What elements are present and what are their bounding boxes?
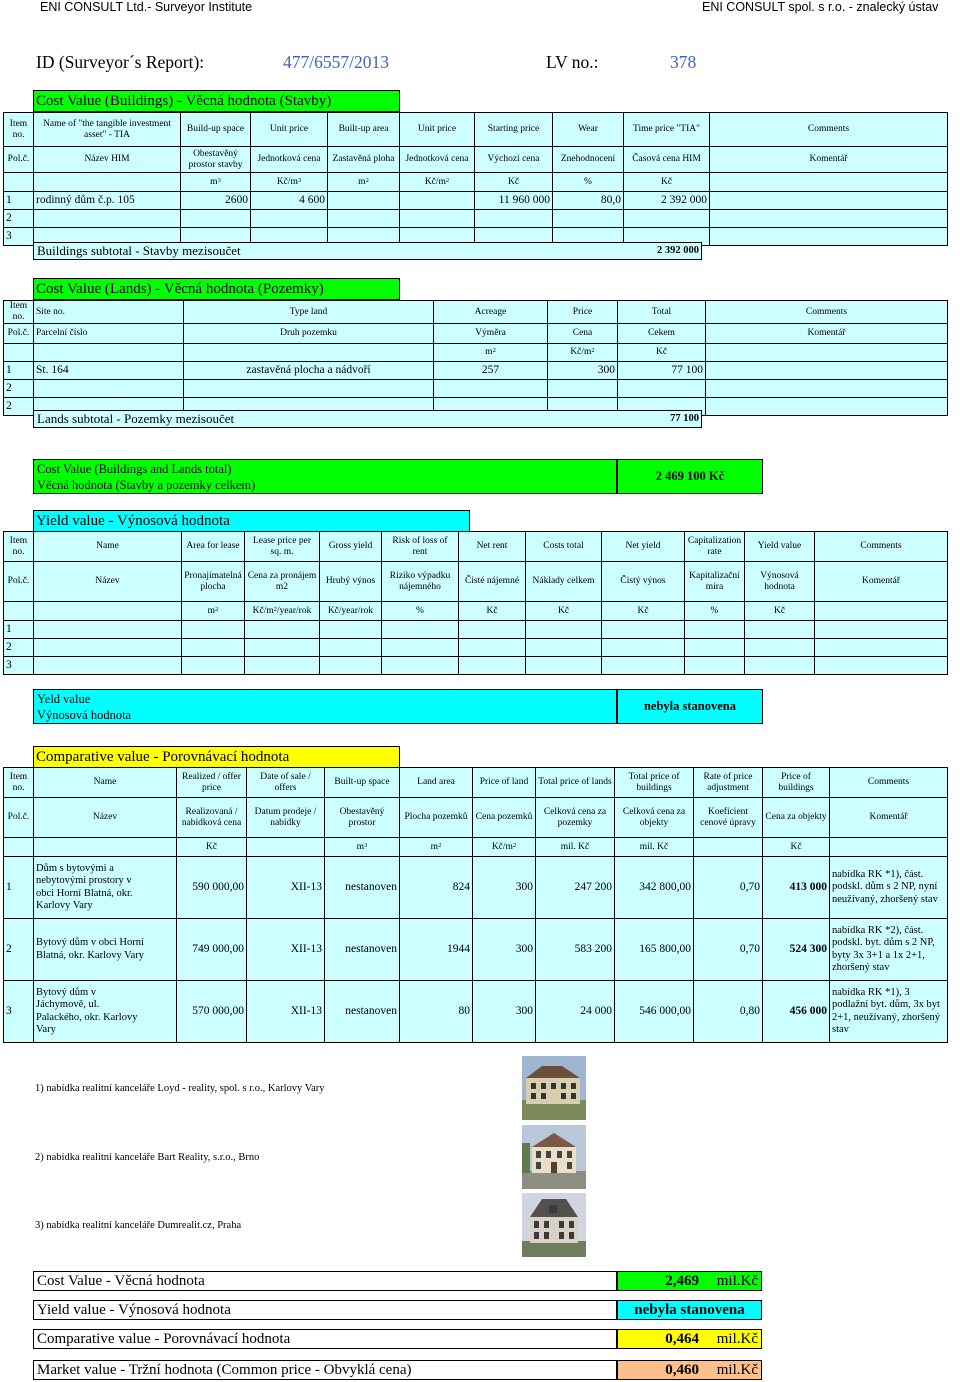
yield-title: Yield value - Výnosová hodnota xyxy=(33,510,470,532)
comparative-units-row: Kč $m^3$ $m^2$ $Kč/m^2$ mil. Kč mil. Kč Kč xyxy=(4,838,948,857)
summary-comparative-label: Comparative value - Porovnávací hodnota xyxy=(33,1329,617,1349)
table-row: 1 Dům s bytovými a nebytovými prostory v obci Horní Blatná, okr. Karlovy Vary 590 000,00 XII-13 nestanoven 824 300 247 200 342 800,00 0,70 413 000 nabídka RK *1), část. podskl. dům s 2 NP, nyní neužívaný, zhoršený stav xyxy=(4,857,948,919)
summary-cost xyxy=(33,1271,762,1291)
summary-market-label: Market value - Tržní hodnota (Common price - Obvyklá cena) xyxy=(33,1360,617,1380)
summary-comparative xyxy=(33,1329,762,1349)
summary-yield-label: Yield value - Výnosová hodnota xyxy=(33,1300,617,1320)
table-row: 3 xyxy=(4,228,948,246)
total-label-box xyxy=(33,459,617,494)
buildings-subtotal-value: 2 392 000 xyxy=(657,245,699,256)
buildings-header-cz: Pol.č. Název HIM Obestavěný prostor stavby Jednotková cena Zastavěná ploha Jednotková cena Výchozí cena Znehodnocení Časová cena HIM Komentář xyxy=(4,147,948,173)
table-row: 1 rodinný dům č.p. 105 2600 4 600 11 960 000 80,0 2 392 000 xyxy=(4,192,948,210)
lands-header-en: Item no. Site no. Type land Acreage Price Total Comments xyxy=(4,301,948,324)
total-label-line2: Věcná hodnota (Stavby a pozemky celkem) xyxy=(37,478,256,492)
lands-header-cz: Pol.č. Parcelní číslo Druh pozemku Výměra Cena Cekem Komentář xyxy=(4,324,948,344)
yield-units-row: $m^2$ $Kč/m^2/year$/rok Kč/year/rok % Kč Kč Kč % Kč xyxy=(4,602,948,621)
note-3: 3) nabídka realitní kanceláře Dumrealit.cz, Praha xyxy=(35,1220,242,1231)
table-row: 2 xyxy=(4,210,948,228)
yield-value: nebyla stanovena xyxy=(617,689,763,724)
photo-offer-3 xyxy=(522,1193,586,1257)
note-2: 2) nabídka realitní kanceláře Bart Reality, s.r.o., Brno xyxy=(35,1152,260,1163)
building-photo-icon xyxy=(522,1056,586,1120)
lv-value: 378 xyxy=(670,52,697,72)
id-value: 477/6557/2013 xyxy=(283,52,389,72)
summary-cost-value: 2,469 mil.Kč xyxy=(617,1271,762,1291)
table-row: 3 Bytový dům v Jáchymově, ul. Palackého, okr. Karlovy Vary 570 000,00 XII-13 nestanoven 80 300 24 000 546 000,00 0,80 456 000 nabídka RK *1), 3 podlažní byt. dům, 3x byt 2+1, neužívaný, zhoršený stav xyxy=(4,981,948,1043)
comparative-table xyxy=(3,767,948,1043)
comparative-title: Comparative value - Porovnávací hodnota xyxy=(33,746,400,768)
lands-subtotal: Lands subtotal - Pozemky mezisoučet 77 100 xyxy=(33,410,702,428)
buildings-title: Cost Value (Buildings) - Věcná hodnota (Stavby) xyxy=(33,90,400,112)
note-1: 1) nabídka realitní kanceláře Loyd - reality, spol. s r.o., Karlovy Vary xyxy=(35,1083,325,1094)
report-id-line xyxy=(36,51,697,73)
buildings-header-en: Item no. Name of "the tangible investment asset" - TIA Build-up space Unit price Built-up area Unit price Starting price Wear Time price "TIA" Comments xyxy=(4,113,948,147)
building-photo-icon xyxy=(522,1125,586,1189)
table-row: 2 xyxy=(4,639,948,657)
summary-market xyxy=(33,1360,762,1380)
header-right: ENI CONSULT spol. s r.o. - znalecký ústav xyxy=(702,0,939,14)
table-row: 2 xyxy=(4,398,948,416)
summary-cost-label: Cost Value - Věcná hodnota xyxy=(33,1271,617,1291)
total-label-line1: Cost Value (Buildings and Lands total) xyxy=(37,462,232,476)
summary-comparative-value: 0,464 mil.Kč xyxy=(617,1329,762,1349)
buildings-subtotal: Buildings subtotal - Stavby mezisoučet 2 392 000 xyxy=(33,242,702,260)
buildings-units-row: $m^3$ $Kč/m^3$ $m^2$ $Kč/m^2$ Kč % Kč xyxy=(4,173,948,192)
lands-units-row: $m^2$ $Kč/m^2$ Kč xyxy=(4,344,948,362)
yield-label-box: Yeld value Výnosová hodnota xyxy=(33,689,617,724)
comparative-header-en: Item no. Name Realized / offer price Date of sale / offers Built-up space Land area Price of land Total price of lands Total price of buildings Rate of price adjustment Price of buildings Comments xyxy=(4,768,948,798)
table-row: 2 xyxy=(4,380,948,398)
yield-header-en: Item no. Name Area for lease Lease price per sq. m. Gross yield Risk of loss of rent Net rent Costs total Net yield Capitalization rate Yield value Comments xyxy=(4,532,948,562)
table-row: 3 xyxy=(4,657,948,675)
table-row: 1 St. 164 zastavěná plocha a nádvoří 257 300 77 100 xyxy=(4,362,948,380)
summary-yield xyxy=(33,1300,762,1320)
building-photo-icon xyxy=(522,1193,586,1257)
summary-yield-value: nebyla stanovena xyxy=(617,1300,762,1320)
total-value: 2 469 100 Kč xyxy=(617,459,763,494)
buildings-table xyxy=(3,112,948,246)
id-label: ID (Surveyor´s Report): xyxy=(36,52,205,72)
photo-offer-1 xyxy=(522,1056,586,1120)
lands-title: Cost Value (Lands) - Věcná hodnota (Pozemky) xyxy=(33,278,400,300)
yield-header-cz: Pol.č. Název Pronajímatelná plocha Cena za pronájem m2 Hrubý výnos Riziko výpadku nájemného Čisté nájemné Náklady celkem Čistý výnos Kapitalizační míra Výnosová hodnota Komentář xyxy=(4,562,948,602)
lands-table xyxy=(3,300,948,416)
table-row: 2 Bytový dům v obci Horní Blatná, okr. Karlovy Vary 749 000,00 XII-13 nestanoven 1944 300 583 200 165 800,00 0,70 524 300 nabídka RK *2), část. podskl. byt. dům s 2 NP, byty 3x 3+1 a 1x 2+1, zhoršený stav xyxy=(4,919,948,981)
table-row: 1 xyxy=(4,621,948,639)
photo-offer-2 xyxy=(522,1125,586,1189)
summary-market-value: 0,460 mil.Kč xyxy=(617,1360,762,1380)
lands-subtotal-value: 77 100 xyxy=(670,413,699,424)
header-left: ENI CONSULT Ltd.- Surveyor Institute xyxy=(40,0,253,14)
yield-table xyxy=(3,531,948,675)
comparative-header-cz: Pol.č. Název Realizovaná / nabídková cena Datum prodeje / nabídky Obestavěný prostor Plocha pozemků Cena pozemků Celková cena za pozemky Celková cena za objekty Koeficient cenové úpravy Cena za objekty Komentář xyxy=(4,798,948,838)
lv-label: LV no.: xyxy=(546,52,599,72)
